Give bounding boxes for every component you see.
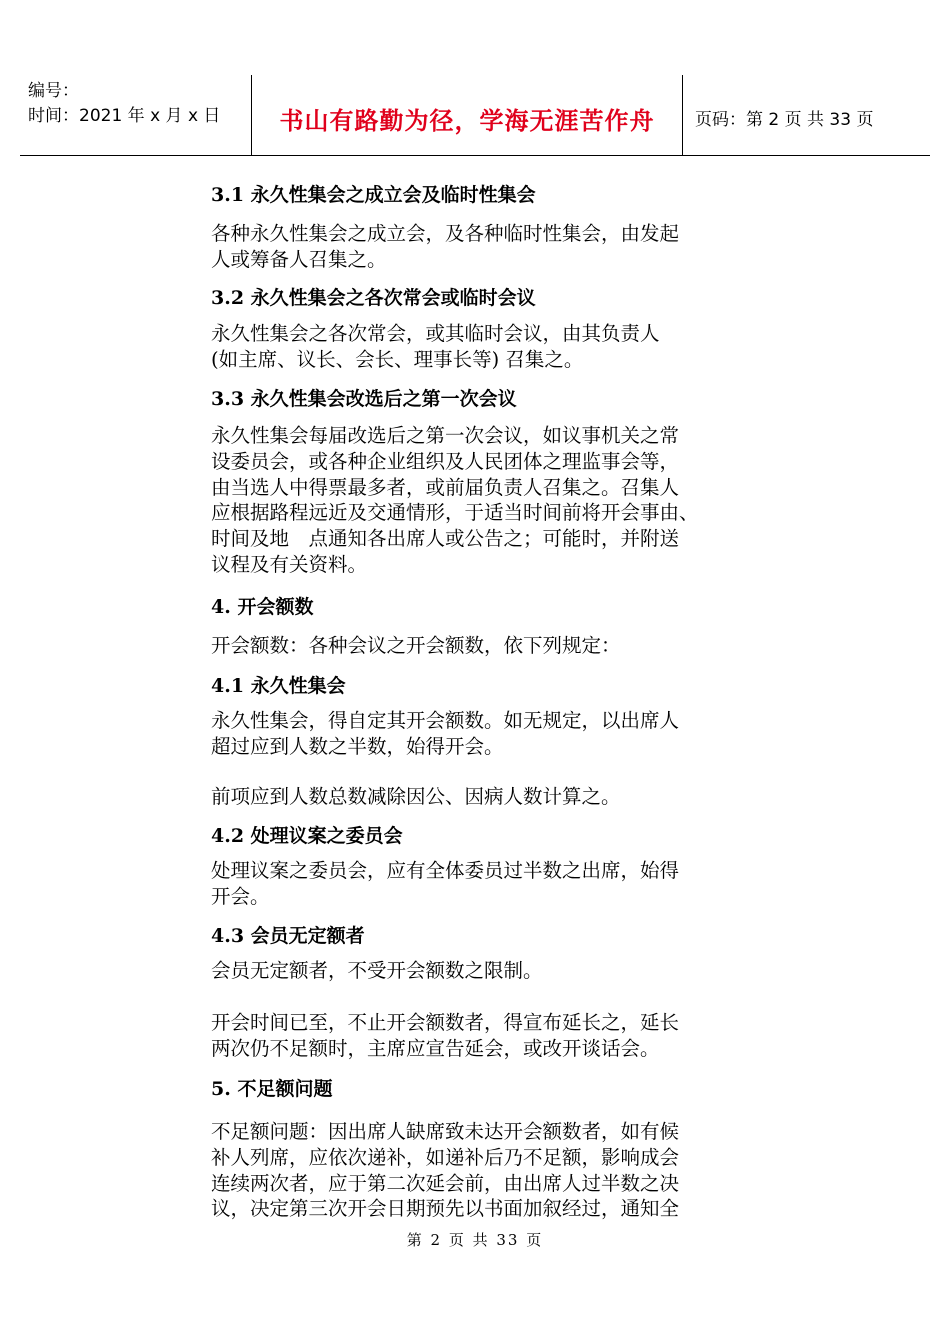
paragraph-line: 两次仍不足额时，主席应宣告延会，或改开谈话会。	[211, 1036, 660, 1060]
paragraph-line: 永久性集会，得自定其开会额数。如无规定，以出席人	[211, 709, 680, 732]
section-paragraph	[211, 1010, 679, 1062]
paragraph-line: 人或筹备人召集之。	[211, 247, 387, 271]
page-header	[20, 75, 930, 156]
paragraph-line: 议，决定第三次开会日期预先以书面加叙经过，通知全	[211, 1197, 680, 1221]
section-paragraph	[211, 958, 543, 984]
paragraph-line: 处理议案之委员会，应有全体委员过半数之出席，始得	[211, 859, 680, 882]
paragraph-line: 各种永久性集会之成立会，及各种临时性集会，由发起	[211, 222, 680, 245]
paragraph-line: 超过应到人数之半数，始得开会。	[211, 734, 504, 758]
section-paragraph	[211, 784, 621, 810]
section-heading: 4.2 处理议案之委员会	[211, 825, 403, 847]
section-heading: 3.1 永久性集会之成立会及临时性集会	[211, 184, 536, 206]
header-page-info: 页码：第 2 页 共 33 页	[695, 110, 874, 130]
section-heading: 3.3 永久性集会改选后之第一次会议	[211, 388, 517, 410]
paragraph-line: 开会时间已至，不止开会额数者，得宣布延长之，延长	[211, 1011, 680, 1034]
section-heading: 5. 不足额问题	[211, 1078, 333, 1100]
paragraph-line: 由当选人中得票最多者，或前届负责人召集之。召集人	[211, 475, 680, 499]
document-date: 时间：2021 年 x 月 x 日	[28, 106, 221, 126]
section-paragraph	[211, 858, 679, 910]
section-paragraph	[211, 1119, 679, 1222]
header-meta	[28, 79, 220, 129]
section-paragraph	[211, 423, 699, 578]
paragraph-line: 议程及有关资料。	[211, 552, 368, 576]
section-paragraph	[211, 221, 679, 273]
paragraph-line: 连续两次者，应于第二次延会前，由出席人过半数之决	[211, 1171, 680, 1195]
paragraph-line: 前项应到人数总数减除因公、因病人数计算之。	[211, 785, 621, 808]
paragraph-line: 补人列席，应依次递补，如递补后乃不足额，影响成会	[211, 1145, 680, 1169]
paragraph-line: 设委员会，或各种企业组织及人民团体之理监事会等，	[211, 449, 680, 473]
paragraph-line: 开会额数：各种会议之开会额数，依下列规定：	[211, 634, 621, 657]
section-heading: 4.1 永久性集会	[211, 675, 346, 697]
paragraph-line: 不足额问题：因出席人缺席致未达开会额数者，如有候	[211, 1120, 680, 1143]
section-heading: 4.3 会员无定额者	[211, 925, 365, 947]
paragraph-line: 永久性集会每届改选后之第一次会议，如议事机关之常	[211, 424, 680, 447]
section-heading: 3.2 永久性集会之各次常会或临时会议	[211, 287, 536, 309]
section-heading: 4. 开会额数	[211, 596, 314, 618]
header-motto: 书山有路勤为径，学海无涯苦作舟	[279, 107, 655, 135]
section-paragraph	[211, 633, 621, 659]
page-footer: 第 2 页 共 33 页	[406, 1231, 544, 1249]
document-number-label: 编号：	[28, 81, 79, 101]
header-divider	[682, 75, 683, 155]
paragraph-line: 时间及地 点通知各出席人或公告之；可能时，并附送	[211, 527, 680, 551]
paragraph-line: 永久性集会之各次常会，或其临时会议，由其负责人	[211, 322, 660, 345]
paragraph-line: 开会。	[211, 884, 270, 908]
section-paragraph	[211, 321, 660, 373]
paragraph-line: 会员无定额者，不受开会额数之限制。	[211, 959, 543, 982]
paragraph-line: 应根据路程远近及交通情形，于适当时间前将开会事由、	[211, 501, 699, 525]
section-paragraph	[211, 708, 679, 760]
paragraph-line: (如主席、议长、会长、理事长等) 召集之。	[211, 347, 584, 371]
